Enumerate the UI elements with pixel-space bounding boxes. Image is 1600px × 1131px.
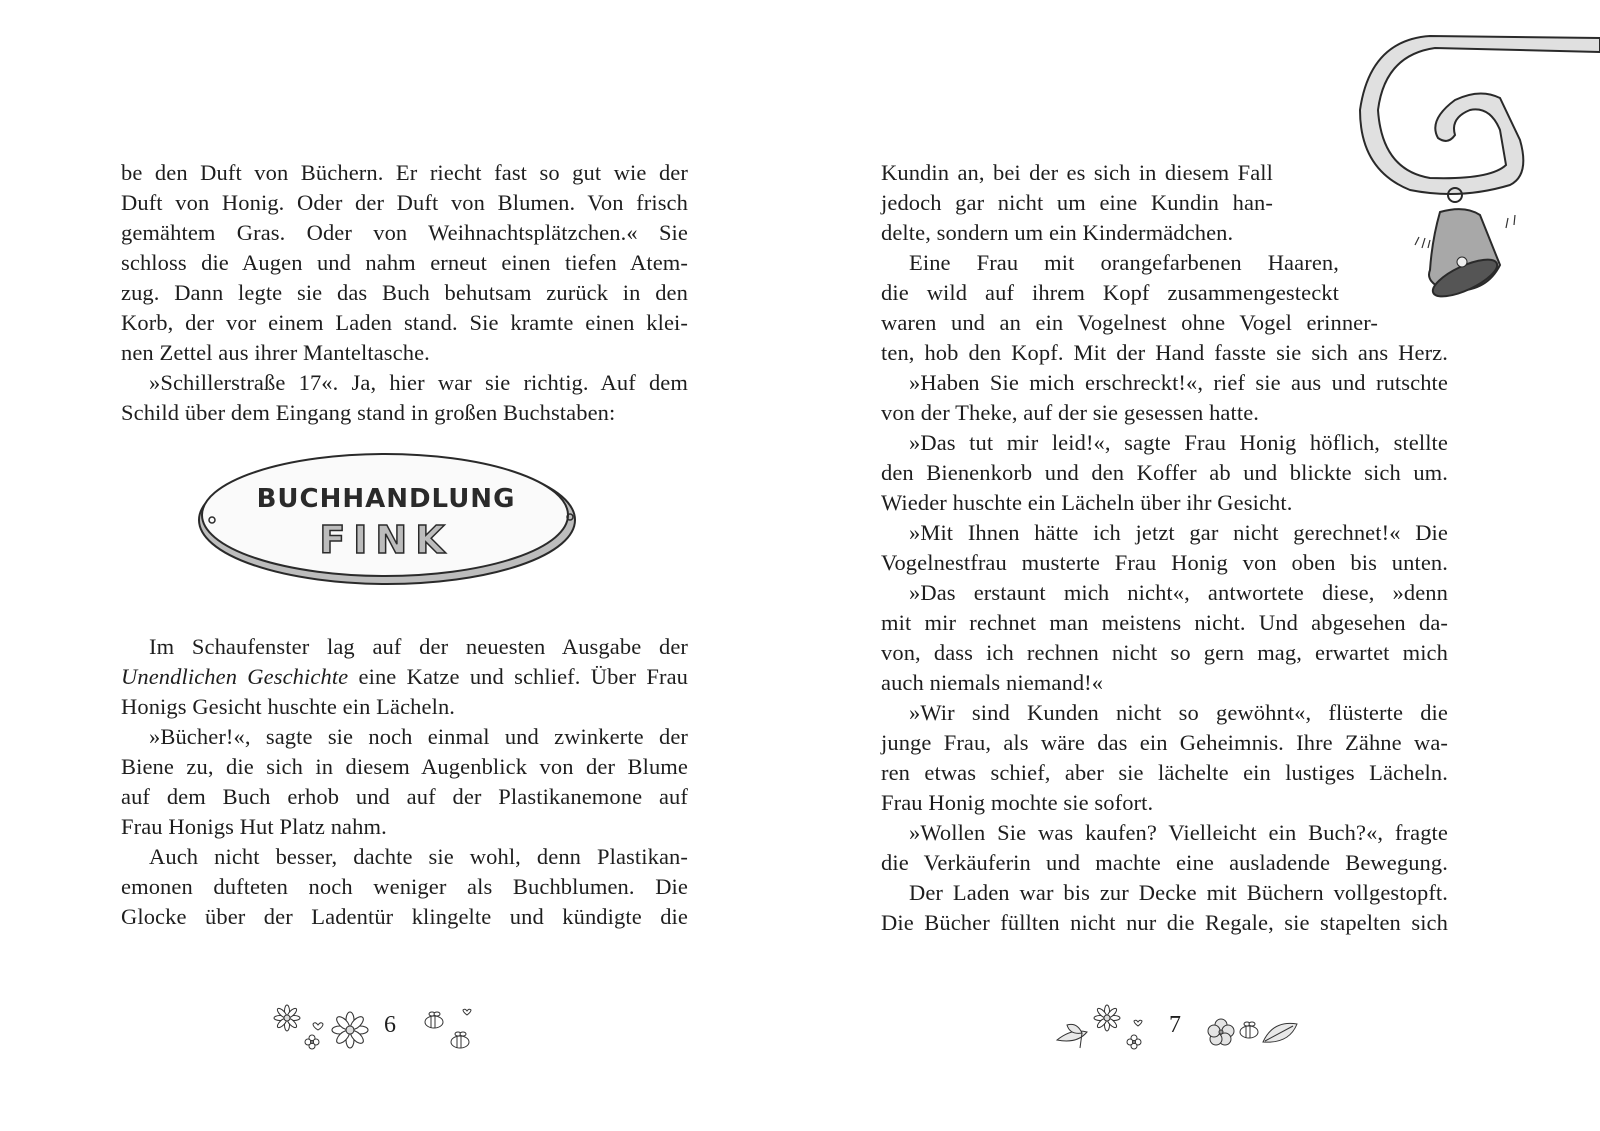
bee-icon: [1240, 1022, 1258, 1038]
left-page-text-bottom: [121, 632, 688, 932]
small-flower-icon: [305, 1035, 319, 1049]
text-line: be den Duft von Büchern. Er riecht fast so gut wie der: [121, 160, 688, 185]
sign-line-2: FINK: [319, 518, 453, 562]
text-line: Vogelnestfrau musterte Frau Honig von oben bis unten.: [881, 550, 1448, 575]
text-line: die Verkäuferin und machte eine ausladende Bewegung.: [881, 850, 1448, 875]
leaf-branch-icon: [1057, 1024, 1087, 1048]
text-line: Die Bücher füllten nicht nur die Regale, sie stapelten sich: [881, 910, 1448, 935]
text-line: »Mit Ihnen hätte ich jetzt gar nicht gerechnet!« Die: [909, 520, 1448, 545]
text-line: auch niemals niemand!«: [881, 670, 1104, 695]
text-line: Honigs Gesicht huschte ein Lächeln.: [121, 694, 456, 719]
footer-decoration-right-left: [1052, 1000, 1162, 1060]
text-line: von, dass ich rechnen nicht so gern mag, erwartet mich: [881, 640, 1448, 665]
page-number-left: 6: [384, 1012, 396, 1038]
text-line: waren und an ein Vogelnest ohne Vogel erinner-: [881, 310, 1378, 335]
text-line: Frau Honig mochte sie sofort.: [881, 790, 1154, 815]
left-page-text-top: [121, 158, 688, 428]
small-flower-icon: [1127, 1035, 1141, 1049]
book-title-italic: Unendlichen Geschichte: [121, 664, 349, 689]
footer-decoration-left-bees: [420, 1000, 480, 1060]
text-line: »Das tut mir leid!«, sagte Frau Honig höflich, stellte: [909, 430, 1448, 455]
text-line: Frau Honigs Hut Platz nahm.: [121, 814, 387, 839]
footer-decoration-right-right: [1205, 1000, 1305, 1060]
text-line: Auch nicht besser, dachte sie wohl, denn Plastikan-: [149, 844, 688, 869]
bee-icon: [451, 1032, 469, 1048]
text-line: »Schillerstraße 17«. Ja, hier war sie richtig. Auf dem: [149, 370, 688, 395]
flower-icon: [332, 1012, 368, 1048]
text-line: zug. Dann legte sie das Buch behutsam zurück in den: [121, 280, 688, 305]
text-line: Eine Frau mit orangefarbenen Haaren,: [909, 250, 1339, 275]
text-line: auf dem Buch erhob und auf der Plastikanemone auf: [121, 784, 688, 809]
text-line: »Das erstaunt mich nicht«, antwortete diese, »denn: [909, 580, 1448, 605]
text-line: »Haben Sie mich erschreckt!«, rief sie aus und rutschte: [909, 370, 1448, 395]
text-line: jedoch gar nicht um eine Kundin han-: [881, 190, 1273, 215]
text-line: »Bücher!«, sagte sie noch einmal und zwinkerte der: [149, 724, 688, 749]
text-line: die wild auf ihrem Kopf zusammengesteckt: [881, 280, 1339, 305]
bee-icon: [425, 1012, 443, 1028]
heart-icon: [313, 1023, 323, 1030]
text-line: Der Laden war bis zur Decke mit Büchern vollgestopft.: [909, 880, 1448, 905]
text-line: gemähtem Gras. Oder von Weihnachtsplätzchen.« Sie: [121, 220, 688, 245]
page-number-right: 7: [1169, 1012, 1181, 1038]
heart-icon: [1134, 1020, 1142, 1026]
text-line: ten, hob den Kopf. Mit der Hand fasste sie sich ans Herz.: [881, 340, 1448, 365]
text-fragment: eine Katze und schlief. Über Frau: [348, 664, 688, 689]
text-line: Korb, der vor einem Laden stand. Sie kramte einen klei-: [121, 310, 688, 335]
text-line: Kundin an, bei der es sich in diesem Fall: [881, 160, 1273, 185]
text-line: von der Theke, auf der sie gesessen hatte.: [881, 400, 1260, 425]
text-line: emonen dufteten noch weniger als Buchblumen. Die: [121, 874, 688, 899]
text-line: Schild über dem Eingang stand in großen Buchstaben:: [121, 400, 616, 425]
text-line: mit mir rechnet man meistens nicht. Und abgesehen da-: [881, 610, 1448, 635]
text-line: ren etwas schief, aber sie lächelte ein lustiges Lächeln.: [881, 760, 1448, 785]
text-line: Im Schaufenster lag auf der neuesten Ausgabe der: [149, 634, 688, 659]
flower-icon: [274, 1005, 300, 1031]
text-line: junge Frau, als wäre das ein Geheimnis. Ihre Zähne wa-: [881, 730, 1448, 755]
text-line: Glocke über der Ladentür klingelte und kündigte die: [121, 904, 688, 929]
text-line: schloss die Augen und nahm erneut einen tiefen Atem-: [121, 250, 688, 275]
sign-line-1: BUCHHANDLUNG: [256, 484, 516, 514]
leaf-icon: [1263, 1023, 1297, 1042]
text-line: [121, 662, 688, 692]
text-line: Biene zu, die sich in diesem Augenblick von der Blume: [121, 754, 688, 779]
text-line: Wieder huschte ein Lächeln über ihr Gesicht.: [881, 490, 1293, 515]
blossom-icon: [1208, 1019, 1234, 1045]
heart-icon: [463, 1009, 471, 1015]
text-line: »Wollen Sie was kaufen? Vielleicht ein Buch?«, fragte: [909, 820, 1448, 845]
right-page: [800, 0, 1600, 1131]
text-line: den Bienenkorb und den Koffer ab und blickte sich um.: [881, 460, 1448, 485]
right-page-text: [881, 158, 1448, 938]
text-line: Duft von Honig. Oder der Duft von Blumen. Von frisch: [121, 190, 688, 215]
text-line: nen Zettel aus ihrer Manteltasche.: [121, 340, 430, 365]
footer-decoration-left: [262, 1000, 382, 1060]
flower-icon: [1094, 1005, 1120, 1031]
text-line: »Wir sind Kunden nicht so gewöhnt«, flüsterte die: [909, 700, 1448, 725]
bookshop-sign-illustration: [190, 440, 590, 590]
text-line: delte, sondern um ein Kindermädchen.: [881, 220, 1234, 245]
